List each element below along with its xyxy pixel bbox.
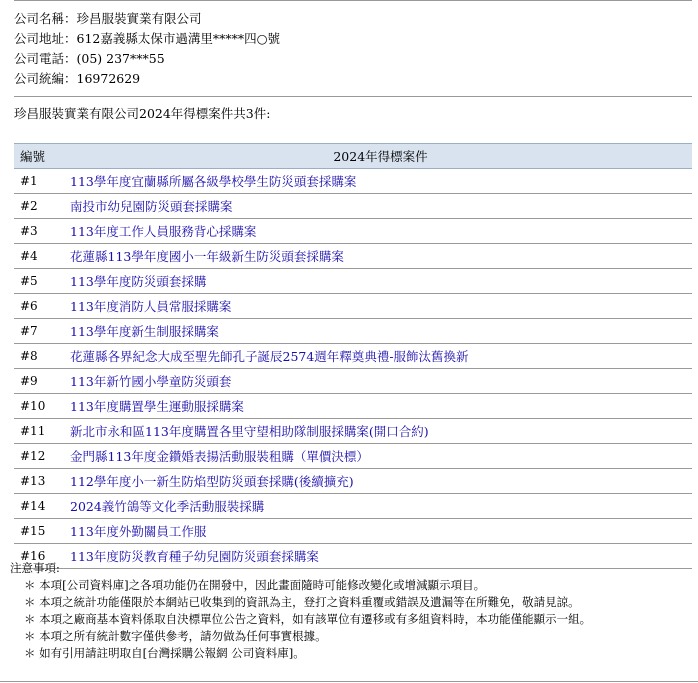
company-phone: (05) 237***55 <box>76 51 165 66</box>
row-case-cell <box>69 194 692 219</box>
case-link[interactable]: 新北市永和區113年度購置各里守望相助隊制服採購案(開口合約) <box>70 424 429 439</box>
case-link[interactable]: 113學年度防災頭套採購 <box>70 274 207 289</box>
row-number: #7 <box>14 319 69 344</box>
table-row <box>14 369 692 394</box>
notes-section <box>10 560 591 662</box>
table-row <box>14 494 692 519</box>
table-row <box>14 419 692 444</box>
case-link[interactable]: 2024義竹鴿等文化季活動服裝採購 <box>70 499 265 514</box>
case-link[interactable]: 113年度消防人員常服採購案 <box>70 299 232 314</box>
row-number: #3 <box>14 219 69 244</box>
row-case-cell <box>69 244 692 269</box>
table-row <box>14 194 692 219</box>
row-case-cell <box>69 369 692 394</box>
row-number: #13 <box>14 469 69 494</box>
bottom-divider <box>0 681 698 682</box>
table-header-row <box>14 144 692 169</box>
case-link[interactable]: 113年新竹國小學童防災頭套 <box>70 374 232 389</box>
case-link[interactable]: 112學年度小一新生防焰型防災頭套採購(後續擴充) <box>70 474 354 489</box>
note-item: ＊ 本項之所有統計數字僅供參考，請勿做為任何事實根據。 <box>24 629 327 643</box>
row-number: #4 <box>14 244 69 269</box>
note-item: ＊ 本項[公司資料庫]之各項功能仍在開發中，因此畫面隨時可能修改變化或增減顯示項目。 <box>24 578 486 592</box>
row-number: #6 <box>14 294 69 319</box>
row-number: #8 <box>14 344 69 369</box>
row-case-cell <box>69 444 692 469</box>
notes-title: 注意事項: <box>10 561 60 575</box>
case-link[interactable]: 113年度購置學生運動服採購案 <box>70 399 244 414</box>
company-id-label: 公司統編： <box>14 71 77 86</box>
company-name-line <box>14 9 692 29</box>
case-link[interactable]: 113年度外勤關員工作服 <box>70 524 207 539</box>
table-row <box>14 219 692 244</box>
row-number: #2 <box>14 194 69 219</box>
row-case-cell <box>69 219 692 244</box>
header-cases: 2024年得標案件 <box>69 144 692 169</box>
row-case-cell <box>69 494 692 519</box>
row-number: #11 <box>14 419 69 444</box>
table-row <box>14 169 692 194</box>
company-address: 612嘉義縣太保市過溝里*****四○號 <box>76 31 281 46</box>
table-row <box>14 344 692 369</box>
row-case-cell <box>69 294 692 319</box>
row-number: #1 <box>14 169 69 194</box>
row-case-cell <box>69 419 692 444</box>
table-row <box>14 519 692 544</box>
row-case-cell <box>69 394 692 419</box>
table-row <box>14 444 692 469</box>
row-number: #10 <box>14 394 69 419</box>
note-item: ＊ 如有引用請註明取自[台灣採購公報網 公司資料庫]。 <box>24 646 305 660</box>
row-number: #15 <box>14 519 69 544</box>
table-row <box>14 244 692 269</box>
row-case-cell <box>69 269 692 294</box>
company-info <box>14 1 692 96</box>
table-row <box>14 394 692 419</box>
award-table <box>14 143 692 569</box>
header-number: 編號 <box>14 144 69 169</box>
company-name-label: 公司名稱： <box>14 11 77 26</box>
page <box>14 0 692 569</box>
row-case-cell <box>69 519 692 544</box>
company-address-line <box>14 29 692 49</box>
case-link[interactable]: 113學年度新生制服採購案 <box>70 324 219 339</box>
company-id: 16972629 <box>76 71 141 86</box>
table-body <box>14 169 692 569</box>
row-number: #12 <box>14 444 69 469</box>
table-row <box>14 294 692 319</box>
row-number: #16 <box>14 544 69 569</box>
table-row <box>14 269 692 294</box>
row-case-cell <box>69 344 692 369</box>
row-number: #5 <box>14 269 69 294</box>
table-row <box>14 319 692 344</box>
case-link[interactable]: 金門縣113年度金鑽婚表揚活動服裝租購（單價決標） <box>70 449 369 464</box>
case-link[interactable]: 花蓮縣各界紀念大成至聖先師孔子誕辰2574週年釋奠典禮-服飾汰舊換新 <box>70 349 469 364</box>
notes-list <box>10 577 591 662</box>
case-link[interactable]: 花蓮縣113學年度國小一年級新生防災頭套採購案 <box>70 249 344 264</box>
case-link[interactable]: 113年度工作人員服務背心採購案 <box>70 224 257 239</box>
row-case-cell <box>69 319 692 344</box>
note-item: ＊ 本項之廠商基本資料係取自決標單位公告之資料，如有該單位有遷移或有多組資料時，本功能僅能顯示一組。 <box>24 612 592 626</box>
note-item: ＊ 本項之統計功能僅限於本網站已收集到的資訊為主，登打之資料重覆或錯誤及遺漏等在所難免，敬請見諒。 <box>24 595 580 609</box>
company-name: 珍昌服裝實業有限公司 <box>76 11 202 26</box>
company-phone-label: 公司電話： <box>14 51 77 66</box>
case-link[interactable]: 南投市幼兒園防災頭套採購案 <box>70 199 233 214</box>
company-id-line <box>14 69 692 89</box>
company-address-label: 公司地址： <box>14 31 77 46</box>
award-summary: 珍昌服裝實業有限公司2024年得標案件共3件: <box>14 106 271 121</box>
table-row <box>14 469 692 494</box>
case-link[interactable]: 113年度防災教育種子幼兒園防災頭套採購案 <box>70 549 319 564</box>
case-link[interactable]: 113學年度宜蘭縣所屬各級學校學生防災頭套採購案 <box>70 174 357 189</box>
row-number: #14 <box>14 494 69 519</box>
row-case-cell <box>69 169 692 194</box>
row-case-cell <box>69 469 692 494</box>
row-number: #9 <box>14 369 69 394</box>
company-phone-line <box>14 49 692 69</box>
